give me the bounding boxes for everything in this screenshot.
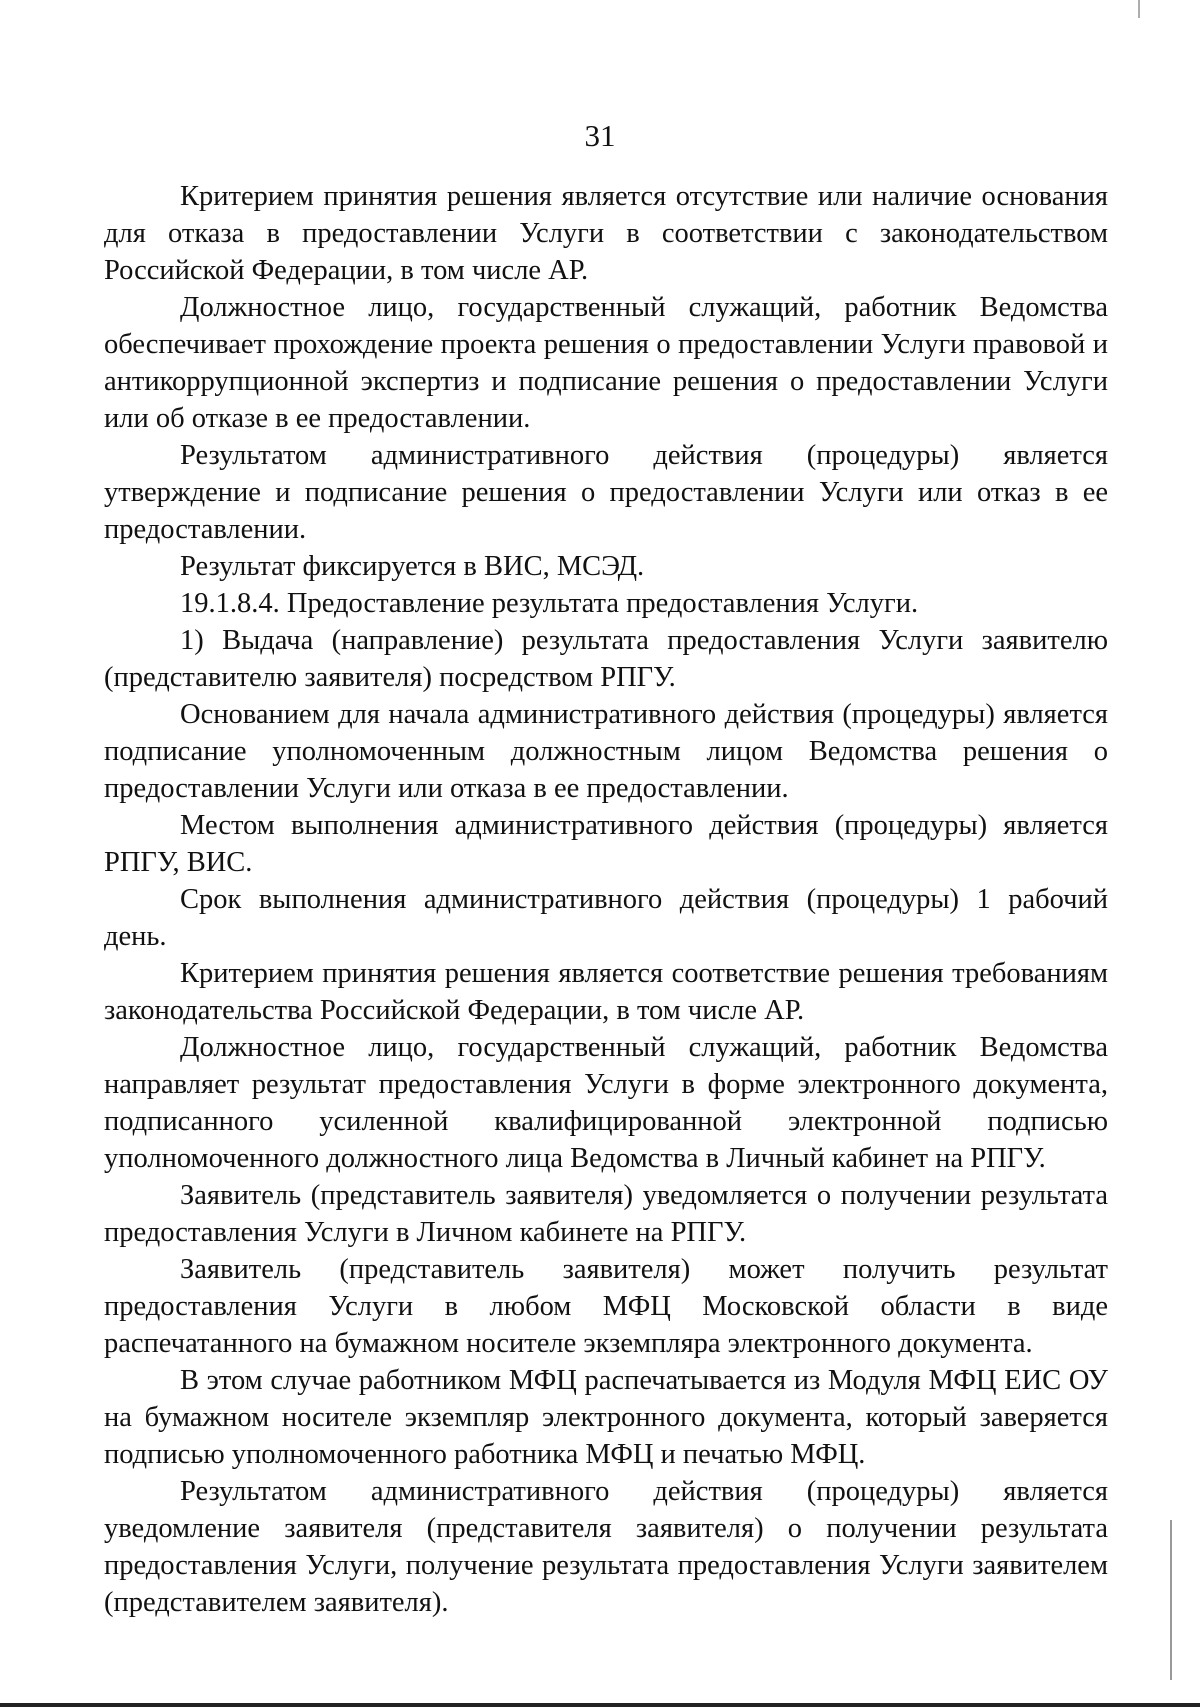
paragraph: Местом выполнения административного действия (процедуры) является РПГУ, ВИС. <box>104 810 1108 878</box>
paragraph: Критерием принятия решения является соответствие решения требованиям законодательства Российской Федерации, в том числе АР. <box>104 958 1108 1026</box>
paragraph: Основанием для начала административного действия (процедуры) является подписание уполномоченным должностным лицом Ведомства решения о предоставлении Услуги или отказа в ее предоставлении. <box>104 699 1108 804</box>
paragraph: 19.1.8.4. Предоставление результата предоставления Услуги. <box>180 588 919 619</box>
paragraph: В этом случае работником МФЦ распечатывается из Модуля МФЦ ЕИС ОУ на бумажном носителе экземпляр электронного документа, который заверяется подписью уполномоченного работника МФЦ и печатью МФЦ. <box>104 1365 1108 1470</box>
paragraph: Заявитель (представитель заявителя) может получить результат предоставления Услуги в любом МФЦ Московской области в виде распечатанного на бумажном носителе экземпляра электронного документа. <box>104 1254 1108 1359</box>
document-body <box>104 178 1108 1621</box>
scan-edge-mark <box>1170 1520 1172 1680</box>
page-number: 31 <box>584 118 616 153</box>
paragraph: Результат фиксируется в ВИС, МСЭД. <box>180 551 645 582</box>
paragraph: Результатом административного действия (процедуры) является уведомление заявителя (представителя заявителя) о получении результата предоставления Услуги, получение результата предоставления Услуги заявителем (представителем заявителя). <box>104 1476 1108 1618</box>
paragraph: Должностное лицо, государственный служащий, работник Ведомства обеспечивает прохождение проекта решения о предоставлении Услуги правовой и антикоррупционной экспертиз и подписание решения о предоставлении Услуги или об отказе в ее предоставлении. <box>104 292 1108 434</box>
paragraph: Заявитель (представитель заявителя) уведомляется о получении результата предоставления Услуги в Личном кабинете на РПГУ. <box>104 1180 1108 1248</box>
paragraph: Критерием принятия решения является отсутствие или наличие основания для отказа в предоставлении Услуги в соответствии с законодательством Российской Федерации, в том числе АР. <box>104 181 1108 286</box>
scan-edge-mark <box>0 1703 1200 1707</box>
paragraph: Результатом административного действия (процедуры) является утверждение и подписание решения о предоставлении Услуги или отказ в ее предоставлении. <box>104 440 1108 545</box>
paragraph: Должностное лицо, государственный служащий, работник Ведомства направляет результат предоставления Услуги в форме электронного документа, подписанного усиленной квалифицированной электронной подписью уполномоченного должностного лица Ведомства в Личный кабинет на РПГУ. <box>104 1032 1108 1174</box>
paragraph: 1) Выдача (направление) результата предоставления Услуги заявителю (представителю заявителя) посредством РПГУ. <box>104 625 1108 693</box>
scan-edge-mark <box>1138 0 1140 18</box>
paragraph: Срок выполнения административного действия (процедуры) 1 рабочий день. <box>104 884 1108 952</box>
